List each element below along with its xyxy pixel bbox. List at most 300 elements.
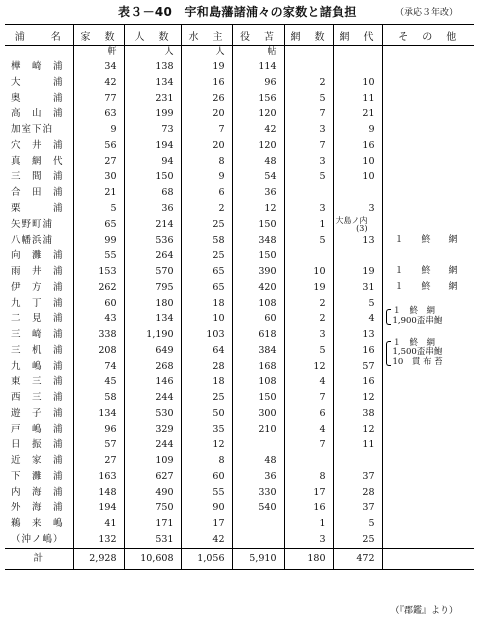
- place-name-cell: 二 見 浦: [11, 313, 64, 325]
- unit-cell: [5, 46, 73, 60]
- place-name-cell: 東 三 浦: [11, 376, 64, 388]
- people-cell: 138: [124, 59, 181, 75]
- place-name-cell: 九 嶋 浦: [11, 360, 64, 372]
- houses-cell: 99: [73, 233, 124, 249]
- nets-cell: 16: [284, 500, 333, 516]
- place-name-cell: 下 灘 浦: [11, 470, 64, 482]
- sailors-cell: 16: [181, 75, 232, 91]
- place-name-cell: 加室下泊: [11, 124, 54, 135]
- other-cell: [382, 201, 474, 217]
- nets-cell: 5: [284, 91, 333, 107]
- place-name-cell: 内 海 浦: [11, 486, 64, 498]
- people-cell: 194: [124, 138, 181, 154]
- nets-cell: 5: [284, 169, 333, 185]
- people-cell: 180: [124, 296, 181, 312]
- table-row: [5, 138, 474, 154]
- nets-cell: 4: [284, 374, 333, 390]
- place-name-cell: 合 田 浦: [11, 187, 64, 198]
- nets-cell: [284, 248, 333, 264]
- other-note-line: 1,900盃串鮑: [392, 315, 443, 326]
- netplaces-cell: 38: [333, 406, 382, 422]
- people-cell: 329: [124, 422, 181, 438]
- houses-cell: 34: [73, 59, 124, 75]
- netplaces-cell: 16: [333, 374, 382, 390]
- sailors-cell: 65: [181, 280, 232, 296]
- mats-cell: 150: [232, 248, 284, 264]
- table-title: 表３－40 宇和島藩諸浦々の家数と諸負担: [118, 5, 357, 19]
- table-row: [5, 406, 474, 422]
- mats-cell: 540: [232, 500, 284, 516]
- table-row: [5, 280, 474, 296]
- other-cell: [382, 516, 474, 532]
- mats-cell: 120: [232, 106, 284, 122]
- unit-cell: 帖: [232, 46, 284, 60]
- mats-cell: 36: [232, 185, 284, 201]
- table-row: [5, 390, 474, 406]
- people-cell: 146: [124, 374, 181, 390]
- other-cell: [382, 217, 474, 233]
- netplaces-cell: 472: [333, 548, 382, 569]
- table-row: [5, 437, 474, 453]
- other-cell: [382, 75, 474, 91]
- place-name-cell: 西 三 浦: [11, 392, 64, 403]
- netplaces-cell: 13: [333, 327, 382, 343]
- other-note: １ 鮗 網: [394, 281, 458, 292]
- table-title-area: [0, 0, 480, 22]
- netplaces-cell: 5: [333, 296, 382, 312]
- nets-cell: 7: [284, 138, 333, 154]
- other-cell: [382, 422, 474, 438]
- nets-cell: 1: [284, 217, 333, 233]
- other-cell: [382, 169, 474, 185]
- other-note: １ 鮗 網: [394, 234, 458, 245]
- mats-cell: 210: [232, 422, 284, 438]
- netplaces-cell: 13: [333, 233, 382, 249]
- nets-cell: 7: [284, 437, 333, 453]
- mats-cell: 42: [232, 122, 284, 138]
- title-note: （承応３年改）: [394, 8, 458, 18]
- mats-cell: 150: [232, 217, 284, 233]
- houses-cell: 27: [73, 453, 124, 469]
- houses-cell: 65: [73, 217, 124, 233]
- mats-cell: [232, 437, 284, 453]
- other-note-block: [387, 307, 443, 326]
- netplaces-cell: 12: [333, 422, 382, 438]
- sailors-cell: 42: [181, 532, 232, 548]
- nets-cell: 7: [284, 390, 333, 406]
- mats-cell: 300: [232, 406, 284, 422]
- place-name-cell: 向 灘 浦: [11, 250, 64, 262]
- people-cell: 134: [124, 75, 181, 91]
- people-cell: 68: [124, 185, 181, 201]
- other-cell: [382, 548, 474, 569]
- netplaces-cell: 9: [333, 122, 382, 138]
- people-cell: 73: [124, 122, 181, 138]
- netplaces-cell: 12: [333, 390, 382, 406]
- other-note-line: １ 鮗 網: [392, 306, 436, 317]
- header-cell: そ の 他: [382, 25, 474, 46]
- mats-cell: 108: [232, 374, 284, 390]
- other-cell: [382, 91, 474, 107]
- mats-cell: 96: [232, 75, 284, 91]
- sailors-cell: 10: [181, 311, 232, 327]
- units-row: [5, 46, 474, 60]
- place-name-cell: 矢野町浦: [11, 218, 54, 230]
- table-row: [5, 311, 474, 327]
- nets-cell: 8: [284, 469, 333, 485]
- houses-cell: 43: [73, 311, 124, 327]
- mats-cell: 348: [232, 233, 284, 249]
- other-cell: [382, 337, 474, 367]
- houses-cell: 338: [73, 327, 124, 343]
- netplaces-cell: [333, 59, 382, 75]
- sailors-cell: 8: [181, 453, 232, 469]
- nets-cell: 19: [284, 280, 333, 296]
- netplaces-cell: 11: [333, 91, 382, 107]
- place-name-cell: 三 崎 浦: [11, 329, 64, 340]
- houses-cell: 27: [73, 154, 124, 170]
- other-cell: [382, 390, 474, 406]
- nets-cell: 7: [284, 106, 333, 122]
- header-cell: 家 数: [73, 25, 124, 46]
- netplaces-cell: 16: [333, 138, 382, 154]
- sailors-cell: 2: [181, 201, 232, 217]
- sailors-cell: 7: [181, 122, 232, 138]
- houses-cell: 60: [73, 296, 124, 312]
- sailors-cell: 60: [181, 469, 232, 485]
- houses-cell: 208: [73, 343, 124, 359]
- place-name-cell: 雨 井 浦: [11, 266, 64, 277]
- people-cell: 750: [124, 500, 181, 516]
- table-row: [5, 248, 474, 264]
- other-cell: [382, 106, 474, 122]
- other-cell: [382, 154, 474, 170]
- netplaces-cell: 21: [333, 106, 382, 122]
- nets-cell: 6: [284, 406, 333, 422]
- nets-cell: [284, 453, 333, 469]
- mats-cell: 48: [232, 453, 284, 469]
- mats-cell: 330: [232, 485, 284, 501]
- place-name-cell: 八幡浜浦: [11, 234, 54, 246]
- houses-cell: 21: [73, 185, 124, 201]
- houses-cell: 194: [73, 500, 124, 516]
- place-name-cell: 高 山 浦: [11, 108, 64, 120]
- sailors-cell: 1,056: [181, 548, 232, 569]
- mats-cell: 618: [232, 327, 284, 343]
- nets-cell: 10: [284, 264, 333, 280]
- netplaces-cell: 11: [333, 437, 382, 453]
- place-name-cell: 三 机 浦: [11, 344, 64, 356]
- mats-cell: 5,910: [232, 548, 284, 569]
- place-name-cell: 日 振 浦: [11, 439, 64, 451]
- houses-cell: 45: [73, 374, 124, 390]
- place-name-cell: 近 家 浦: [11, 455, 64, 466]
- nets-cell: 2: [284, 311, 333, 327]
- people-cell: 171: [124, 516, 181, 532]
- netplaces-cell: 25: [333, 532, 382, 548]
- header-cell: 人 数: [124, 25, 181, 46]
- people-cell: 94: [124, 154, 181, 170]
- people-cell: 10,608: [124, 548, 181, 569]
- houses-cell: 42: [73, 75, 124, 91]
- netplaces-cell: 16: [333, 343, 382, 359]
- table-row: [5, 233, 474, 249]
- table-row: [5, 169, 474, 185]
- people-cell: 244: [124, 437, 181, 453]
- mats-cell: 150: [232, 390, 284, 406]
- houses-cell: 56: [73, 138, 124, 154]
- place-name-cell: 穴 井 浦: [11, 139, 64, 151]
- houses-cell: 134: [73, 406, 124, 422]
- netplaces-cell: [333, 248, 382, 264]
- sailors-cell: 65: [181, 264, 232, 280]
- mats-cell: 108: [232, 296, 284, 312]
- place-name-cell: 遊 子 浦: [11, 407, 64, 419]
- table-row: [5, 264, 474, 280]
- data-table: [5, 24, 474, 570]
- mats-cell: [232, 516, 284, 532]
- houses-cell: 30: [73, 169, 124, 185]
- nets-cell: 3: [284, 327, 333, 343]
- houses-cell: 41: [73, 516, 124, 532]
- houses-cell: 55: [73, 248, 124, 264]
- houses-cell: 57: [73, 437, 124, 453]
- sailors-cell: 26: [181, 91, 232, 107]
- unit-cell: [333, 46, 382, 60]
- people-cell: 490: [124, 485, 181, 501]
- place-name-cell: 鵜 来 嶋: [11, 518, 64, 529]
- mats-cell: 114: [232, 59, 284, 75]
- table-row: [5, 201, 474, 217]
- sailors-cell: 25: [181, 217, 232, 233]
- header-cell: 役 苫: [232, 25, 284, 46]
- sailors-cell: 25: [181, 248, 232, 264]
- nets-cell: 3: [284, 532, 333, 548]
- mats-cell: 12: [232, 201, 284, 217]
- mats-cell: [232, 532, 284, 548]
- netplaces-cell: [333, 217, 382, 233]
- mats-cell: 168: [232, 359, 284, 375]
- netplaces-cell: 28: [333, 485, 382, 501]
- mats-cell: 156: [232, 91, 284, 107]
- people-cell: 214: [124, 217, 181, 233]
- sailors-cell: 90: [181, 500, 232, 516]
- other-cell: [382, 280, 474, 296]
- people-cell: 264: [124, 248, 181, 264]
- netplaces-cell: 19: [333, 264, 382, 280]
- houses-cell: 9: [73, 122, 124, 138]
- netplaces-cell: 3: [333, 201, 382, 217]
- sailors-cell: 12: [181, 437, 232, 453]
- table-row: [5, 485, 474, 501]
- houses-cell: 77: [73, 91, 124, 107]
- netplaces-cell: 37: [333, 469, 382, 485]
- table-row: [5, 122, 474, 138]
- people-cell: 268: [124, 359, 181, 375]
- header-cell: 水 主: [181, 25, 232, 46]
- houses-cell: 262: [73, 280, 124, 296]
- nets-cell: 12: [284, 359, 333, 375]
- sailors-cell: 103: [181, 327, 232, 343]
- netplaces-cell: 31: [333, 280, 382, 296]
- other-note: １ 鮗 網: [394, 266, 458, 276]
- unit-cell: 人: [181, 46, 232, 60]
- table-row: [5, 91, 474, 107]
- other-cell: [382, 356, 474, 375]
- table-row: [5, 469, 474, 485]
- other-note-line: 10 貫 布 苔: [392, 356, 443, 367]
- nets-cell: 17: [284, 485, 333, 501]
- netplace-note-line: (3): [356, 223, 368, 233]
- unit-cell: [284, 46, 333, 60]
- table-row: [5, 59, 474, 75]
- netplaces-cell: 57: [333, 359, 382, 375]
- nets-cell: 3: [284, 154, 333, 170]
- nets-cell: [284, 59, 333, 75]
- people-cell: 134: [124, 311, 181, 327]
- header-row: [5, 25, 474, 46]
- sailors-cell: 20: [181, 106, 232, 122]
- sailors-cell: 17: [181, 516, 232, 532]
- other-note-line: 1,500盃串鮑: [392, 347, 443, 358]
- header-cell: 浦 名: [5, 25, 73, 46]
- table-header: [5, 25, 474, 46]
- other-cell: [382, 264, 474, 280]
- mats-cell: 48: [232, 154, 284, 170]
- mats-cell: 390: [232, 264, 284, 280]
- sailors-cell: 6: [181, 185, 232, 201]
- nets-cell: 180: [284, 548, 333, 569]
- table-row: [5, 217, 474, 233]
- place-name-cell: 計: [5, 548, 73, 569]
- other-cell: [382, 138, 474, 154]
- houses-cell: 163: [73, 469, 124, 485]
- netplaces-cell: 4: [333, 311, 382, 327]
- other-cell: [382, 406, 474, 422]
- netplaces-cell: 10: [333, 75, 382, 91]
- sailors-cell: 9: [181, 169, 232, 185]
- mats-cell: 60: [232, 311, 284, 327]
- place-name-cell: 樺 崎 浦: [11, 61, 64, 72]
- netplace-note-line: 大島ノ内: [335, 215, 368, 225]
- netplaces-cell: 5: [333, 516, 382, 532]
- place-name-cell: 九 丁 浦: [11, 297, 64, 309]
- other-cell: [382, 437, 474, 453]
- people-cell: 199: [124, 106, 181, 122]
- sailors-cell: 19: [181, 59, 232, 75]
- people-cell: 570: [124, 264, 181, 280]
- people-cell: 627: [124, 469, 181, 485]
- place-name-cell: 栗 浦: [11, 202, 64, 214]
- table-row: [5, 516, 474, 532]
- mats-cell: 420: [232, 280, 284, 296]
- other-cell: [382, 374, 474, 390]
- other-cell: [382, 248, 474, 264]
- unit-cell: [382, 46, 474, 60]
- houses-cell: 74: [73, 359, 124, 375]
- other-note-line: １ 鮗 網: [392, 337, 436, 348]
- nets-cell: 5: [284, 233, 333, 249]
- people-cell: 531: [124, 532, 181, 548]
- table-row: [5, 343, 474, 359]
- netplaces-cell: 10: [333, 169, 382, 185]
- other-cell: [382, 233, 474, 249]
- other-cell: [382, 532, 474, 548]
- table-row: [5, 106, 474, 122]
- netplaces-cell: [333, 185, 382, 201]
- place-name-cell: （沖ノ嶋）: [11, 533, 64, 545]
- table-row: [5, 154, 474, 170]
- header-cell: 網 数: [284, 25, 333, 46]
- table-row: [5, 422, 474, 438]
- sailors-cell: 50: [181, 406, 232, 422]
- sailors-cell: 18: [181, 374, 232, 390]
- people-cell: 530: [124, 406, 181, 422]
- sailors-cell: 18: [181, 296, 232, 312]
- other-cell: [382, 59, 474, 75]
- mats-cell: 384: [232, 343, 284, 359]
- place-name-cell: 戸 嶋 浦: [11, 423, 64, 435]
- header-cell: 網 代: [333, 25, 382, 46]
- place-name-cell: 奥 浦: [11, 92, 64, 104]
- houses-cell: 148: [73, 485, 124, 501]
- sailors-cell: 64: [181, 343, 232, 359]
- houses-cell: 5: [73, 201, 124, 217]
- sailors-cell: 58: [181, 233, 232, 249]
- table-row: [5, 185, 474, 201]
- people-cell: 231: [124, 91, 181, 107]
- nets-cell: 2: [284, 296, 333, 312]
- total-row: [5, 548, 474, 569]
- mats-cell: 54: [232, 169, 284, 185]
- other-cell: [382, 453, 474, 469]
- nets-cell: 3: [284, 122, 333, 138]
- netplaces-cell: 37: [333, 500, 382, 516]
- other-cell: [382, 469, 474, 485]
- table-row: [5, 75, 474, 91]
- table-row: [5, 359, 474, 375]
- netplaces-cell: 10: [333, 154, 382, 170]
- nets-cell: 2: [284, 75, 333, 91]
- place-name-cell: 大 浦: [11, 76, 64, 88]
- houses-cell: 96: [73, 422, 124, 438]
- other-cell: [382, 500, 474, 516]
- people-cell: 1,190: [124, 327, 181, 343]
- place-name-cell: 外 海 浦: [11, 502, 64, 514]
- other-cell: [382, 306, 474, 327]
- houses-cell: 2,928: [73, 548, 124, 569]
- unit-cell: 人: [124, 46, 181, 60]
- other-cell: [382, 185, 474, 201]
- nets-cell: 4: [284, 422, 333, 438]
- sailors-cell: 25: [181, 390, 232, 406]
- table-row: [5, 374, 474, 390]
- mats-cell: 120: [232, 138, 284, 154]
- sailors-cell: 8: [181, 154, 232, 170]
- source-note: （『郡鑑』より）: [390, 606, 458, 616]
- sailors-cell: 35: [181, 422, 232, 438]
- people-cell: 536: [124, 233, 181, 249]
- houses-cell: 132: [73, 532, 124, 548]
- sailors-cell: 28: [181, 359, 232, 375]
- sailors-cell: 55: [181, 485, 232, 501]
- nets-cell: 5: [284, 343, 333, 359]
- place-name-cell: 三 間 浦: [11, 171, 64, 183]
- houses-cell: 153: [73, 264, 124, 280]
- people-cell: 150: [124, 169, 181, 185]
- table-row: [5, 500, 474, 516]
- people-cell: 244: [124, 390, 181, 406]
